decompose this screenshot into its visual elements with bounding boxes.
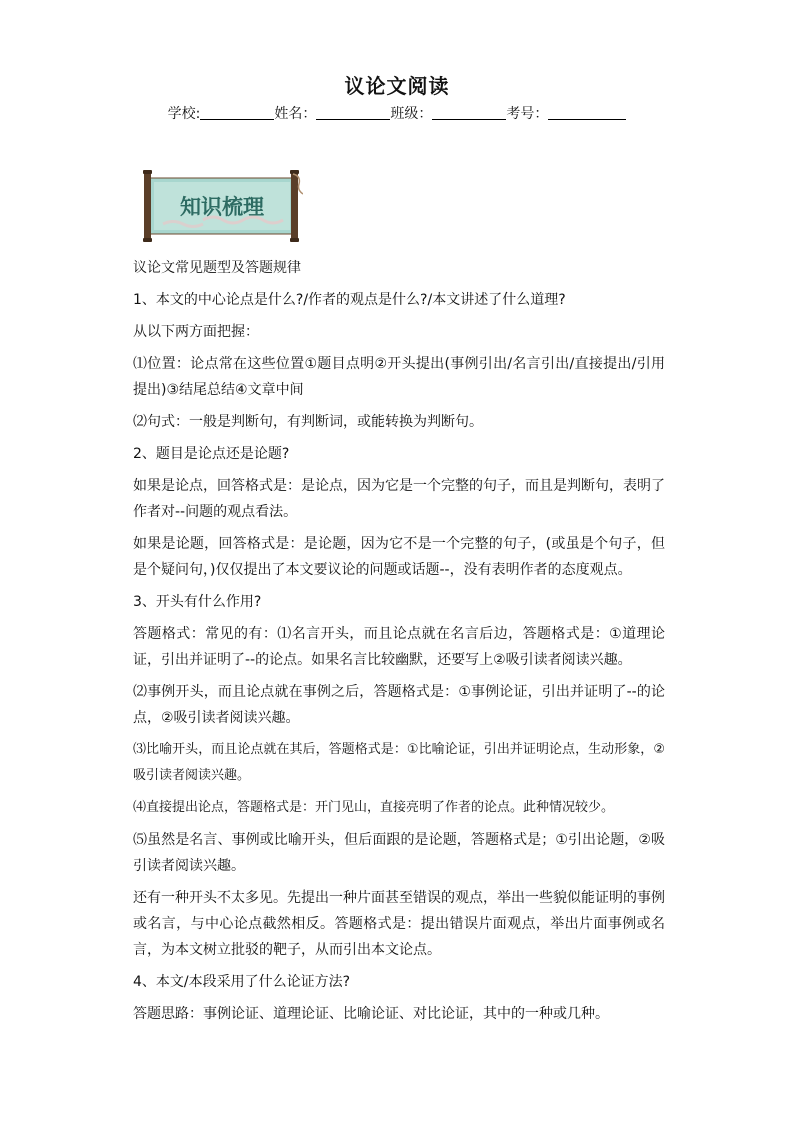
paragraph: ⑴位置：论点常在这些位置①题目点明②开头提出(事例引出/名言引出/直接提出/引用提出)③结尾总结④文章中间	[133, 356, 665, 398]
name-blank[interactable]	[316, 105, 390, 120]
paragraph: 如果是论点，回答格式是：是论点，因为它是一个完整的句子，而且是判断句，表明了作者对--问题的观点看法。	[133, 478, 665, 520]
paragraph: ⑷直接提出论点，答题格式是：开门见山，直接亮明了作者的论点。此种情况较少。	[133, 800, 615, 815]
knowledge-banner	[143, 168, 303, 242]
paragraph: 还有一种开头不太多见。先提出一种片面甚至错误的观点，举出一些貌似能证明的事例或名言，与中心论点截然相反。答题格式是：提出错误片面观点，举出片面事例或名言，为本文树立批驳的靶子，从而引出本文论点。	[133, 890, 665, 958]
student-info-line	[0, 103, 794, 123]
class-blank[interactable]	[432, 105, 506, 120]
paragraph: 答题思路：事例论证、道理论证、比喻论证、对比论证，其中的一种或几种。	[133, 1006, 609, 1022]
article-body	[133, 255, 665, 1033]
page-title: 议论文阅读	[344, 74, 450, 98]
school-label: 学校:	[167, 106, 201, 122]
school-blank[interactable]	[200, 105, 274, 120]
paragraph: 答题格式：常见的有：⑴名言开头，而且论点就在名言后边，答题格式是：①道理论证，引出并证明了--的论点。如果名言比较幽默，还要写上②吸引读者阅读兴趣。	[133, 626, 665, 668]
question-1: 1、本文的中心论点是什么?/作者的观点是什么?/本文讲述了什么道理?	[133, 292, 566, 308]
paragraph: ⑶比喻开头，而且论点就在其后，答题格式是：①比喻论证，引出并证明论点，生动形象，②吸引读者阅读兴趣。	[133, 742, 665, 783]
paragraph: ⑵事例开头，而且论点就在事例之后，答题格式是：①事例论证，引出并证明了--的论点，②吸引读者阅读兴趣。	[133, 684, 665, 726]
paragraph: 如果是论题，回答格式是：是论题，因为它不是一个完整的句子，(或虽是个句子，但是个疑问句，)仅仅提出了本文要议论的问题或话题--，没有表明作者的态度观点。	[133, 536, 665, 578]
paragraph: 从以下两方面把握：	[133, 324, 259, 340]
banner-label: 知识梳理	[180, 194, 264, 219]
question-2: 2、题目是论点还是论题?	[133, 446, 290, 462]
question-4: 4、本文/本段采用了什么论证方法?	[133, 974, 351, 990]
section-heading: 议论文常见题型及答题规律	[133, 260, 301, 276]
question-3: 3、开头有什么作用?	[133, 594, 262, 610]
paragraph: ⑸虽然是名言、事例或比喻开头，但后面跟的是论题，答题格式是；①引出论题，②吸引读者阅读兴趣。	[133, 832, 665, 874]
exam-number-label: 考号：	[506, 106, 549, 122]
name-label: 姓名：	[274, 106, 317, 122]
exam-number-blank[interactable]	[548, 105, 626, 120]
class-label: 班级：	[390, 106, 433, 122]
paragraph: ⑵句式：一般是判断句，有判断词，或能转换为判断句。	[133, 414, 483, 430]
scroll-banner-graphic	[143, 168, 303, 242]
